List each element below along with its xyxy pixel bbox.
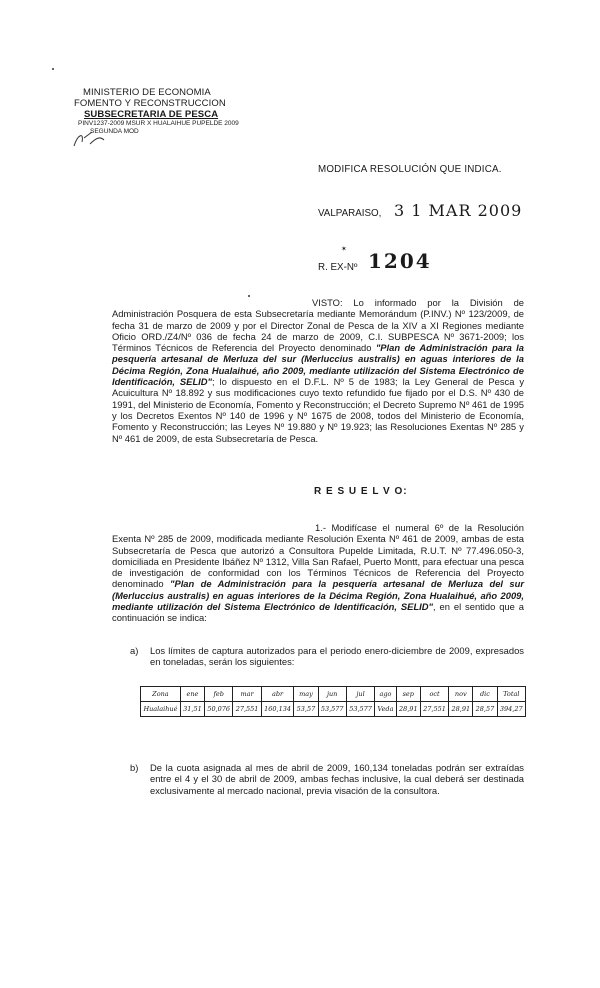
item-a-text: Los límites de captura autorizados para el periodo enero-diciembre de 2009, expresados en toneladas, serán los siguientes: — [150, 645, 524, 668]
table-cell: 160,134 — [261, 702, 294, 717]
table-cell: 53,57 — [294, 702, 318, 717]
table-row — [141, 702, 526, 717]
mark-glyph: ✶ — [341, 246, 347, 253]
table-cell: 28,91 — [396, 702, 420, 717]
table-cell: 31,51 — [180, 702, 204, 717]
item-b-marker: b) — [130, 762, 139, 773]
subsecretaria-name: SUBSECRETARIA DE PESCA — [84, 109, 219, 120]
article-1-text-b: , en el sentido que a continuación se indica: — [112, 601, 524, 624]
table-header-cell: dic — [473, 687, 497, 702]
resolution-label: R. EX-Nº — [318, 262, 358, 273]
table-cell: Hualaihué — [141, 702, 181, 717]
visto-paragraph — [112, 297, 524, 444]
article-1-project-title: "Plan de Administración para la pesquería artesanal de Merluza del sur (Merluccius australis) en aguas interiores de la Décima Región, Zona Hualaihué, año 2009, mediante utilización del Sistema Electrónico de Identificación, SELID" — [112, 578, 524, 613]
file-reference: PINV1237-2009 MSUR X HUALAIHUE PUPELDE 2009 — [78, 120, 239, 127]
table-cell: 394,27 — [497, 702, 526, 717]
table-header-cell: nov — [449, 687, 473, 702]
table-cell: 27,551 — [420, 702, 448, 717]
date-stamp: 3 1 MAR 2009 — [394, 201, 523, 220]
table-header-cell: ene — [180, 687, 204, 702]
table-header-cell: jun — [318, 687, 346, 702]
table-header-cell: Total — [497, 687, 526, 702]
table-header-cell: ago — [375, 687, 396, 702]
table-cell: Veda — [375, 702, 396, 717]
table-header-cell: feb — [205, 687, 233, 702]
visto-project-title: "Plan de Administración para la pesquería artesanal de Merluza del sur (Merluccius australis) en aguas interiores de la Décima Región, Zona Hualaihué, año 2009, mediante utilización del Sistema Electrónico de Identificación, SELID" — [112, 342, 524, 388]
table-header-cell: sep — [396, 687, 420, 702]
item-b-text: De la cuota asignada al mes de abril de 2009, 160,134 toneladas podrán ser extraídas entre el 4 y el 30 de abril de 2009, ambas fechas inclusive, la cual deberá ser destinada exclusivamente al mercado nacional, previa visación de la consultora. — [150, 762, 524, 796]
visto-text-b: ; lo dispuesto en el D.F.L. Nº 5 de 1983; la Ley General de Pesca y Acuicultura Nº 18.892 y sus modificaciones cuyo texto refundido fue fijado por el D.S. Nº 430 de 1991, del Ministerio de Economía, Fomento y Reconstrucción; el Decreto Supremo Nº 461 de 1995 y los Decretos Exentos Nº 140 de 1996 y Nº 1675 de 2008, todos del Ministerio de Economía, Fomento y Reconstrucción; las Leyes Nº 19.880 y Nº 19.923; las Resoluciones Exentas Nº 285 y Nº 461 de 2009, de esta Subsecretaría de Pesca. — [112, 376, 525, 444]
table-cell: 28,57 — [473, 702, 497, 717]
table-cell: 28,91 — [449, 702, 473, 717]
table-header-cell: jul — [346, 687, 374, 702]
table-cell: 53,577 — [346, 702, 374, 717]
modification-tag: SEGUNDA MOD — [90, 128, 139, 135]
ministry-name: MINISTERIO DE ECONOMIA — [83, 87, 211, 98]
scan-speck — [52, 68, 54, 70]
table-header-cell: may — [294, 687, 318, 702]
document-subject: MODIFICA RESOLUCIÓN QUE INDICA. — [318, 164, 502, 175]
table-header-cell: mar — [233, 687, 261, 702]
table-cell: 50,076 — [205, 702, 233, 717]
article-1 — [112, 522, 524, 624]
table-header-cell: oct — [420, 687, 448, 702]
handwritten-initials — [70, 128, 110, 150]
table-header-row — [141, 687, 526, 702]
item-a-marker: a) — [130, 645, 139, 656]
visto-text-a: VISTO: Lo informado por la División de Administración Posquera de esta Subsecretaría mediante Memorándum (P.INV.) Nº 123/2009, de fecha 31 de marzo de 2009 y por el Director Zonal de Pesca de la XIV a XI Regiones mediante Oficio ORD./Z4/Nº 036 de fecha 24 de marzo de 2009, C.I. SUBPESCA Nº 3671-2009; los Términos Técnicos de Referencia del Proyecto denominado — [112, 297, 524, 354]
article-1-text-a: 1.- Modifícase el numeral 6º de la Resolución Exenta Nº 285 de 2009, modificada mediante Resolución Exenta Nº 461 de 2009, ambas de esta Subsecretaría de Pesca que autorizó a Consultora Pupelde Limitada, R.U.T. Nº 77.496.050-3, domiciliada en Presidente Ibáñez Nº 1312, Villa San Rafael, Puerto Montt, para efectuar una pesca de investigación de conformidad con los Términos Técnicos de Referencia del Proyecto denominado — [112, 522, 524, 590]
catch-quota-table — [140, 686, 526, 717]
table-header-cell: Zona — [141, 687, 181, 702]
place-label: VALPARAISO, — [318, 208, 382, 219]
resolution-number: 1204 — [368, 249, 432, 273]
table-header-cell: abr — [261, 687, 294, 702]
ministry-subname: FOMENTO Y RECONSTRUCCION — [74, 98, 226, 109]
table-cell: 27,551 — [233, 702, 261, 717]
resuelvo-heading: R E S U E L V O: — [314, 486, 408, 497]
table-cell: 53,577 — [318, 702, 346, 717]
